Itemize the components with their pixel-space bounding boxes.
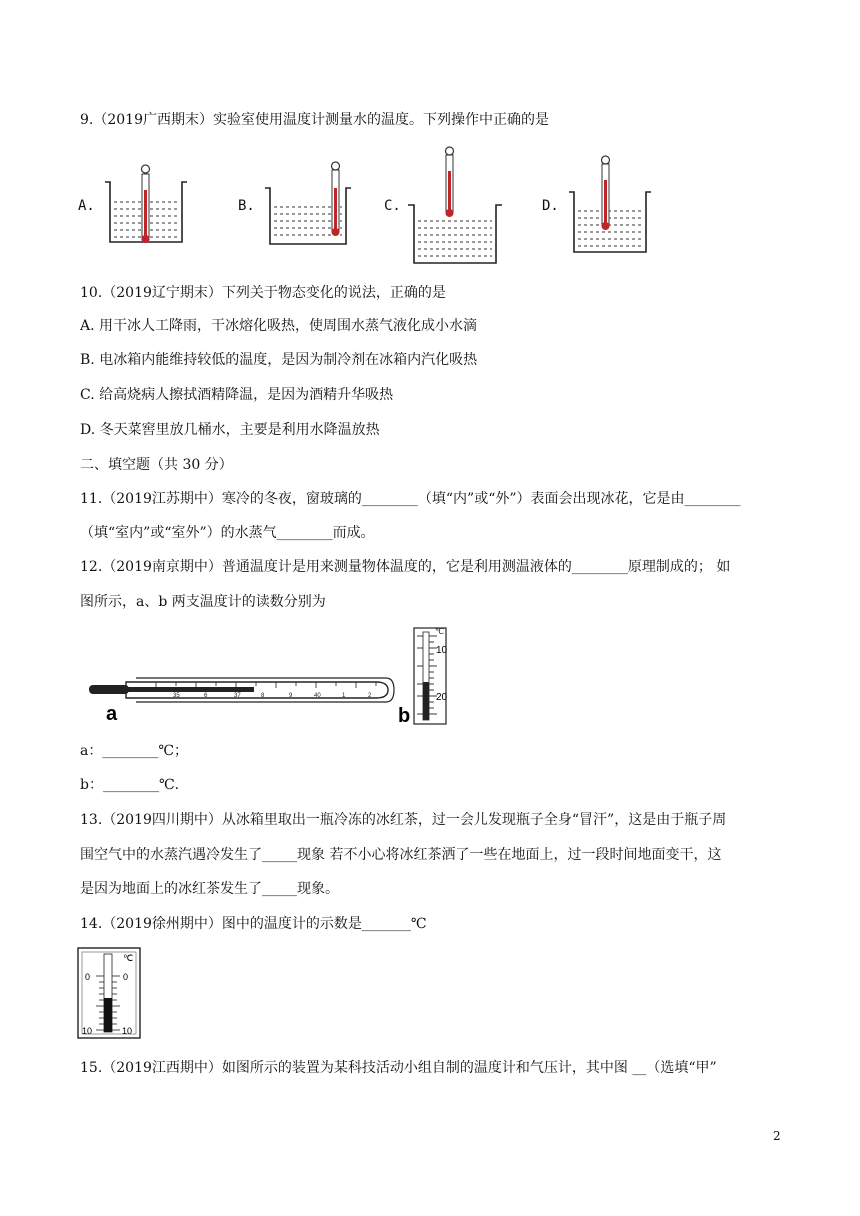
q14-unit: ℃ <box>123 953 134 963</box>
q12-a-tick-3: 37 <box>234 693 241 699</box>
q10-option-d: D. 冬天菜窖里放几桶水，主要是利用水降温放热 <box>80 422 380 438</box>
q12-a-tick-6: 40 <box>314 693 321 699</box>
q10-option-c: C. 给高烧病人擦拭酒精降温，是因为酒精升华吸热 <box>80 387 394 403</box>
q12-thermometer-b-figure <box>408 622 468 726</box>
q12-line-2: 图所示，a、b 两支温度计的读数分别为 <box>80 594 326 610</box>
q14-left-tick-10: 10 <box>82 1026 93 1036</box>
q12-label-b: b <box>398 705 411 727</box>
q12-b-tick-10: 10 <box>436 645 448 656</box>
q10-option-a: A. 用干冰人工降雨，干冰熔化吸热，使周围水蒸气液化成小水滴 <box>80 318 478 334</box>
q15-stem: 15.（2019江西期中）如图所示的装置为某科技活动小组自制的温度计和气压计，其中图 __（选填“甲” <box>80 1060 717 1076</box>
q13-line-2: 围空气中的水蒸汽遇冷发生了_____现象 若不小心将冰红茶洒了一些在地面上，过一段时间地面变干，这 <box>80 847 722 863</box>
q11-line-2: （填“室内”或“室外”）的水蒸气________而成。 <box>80 525 375 541</box>
q9-stem: 9.（2019广西期末）实验室使用温度计测量水的温度。下列操作中正确的是 <box>80 112 549 128</box>
q12-a-tick-2: 6 <box>204 693 208 699</box>
q12-a-tick-1: 35 <box>173 693 180 699</box>
q12-b-tick-20: 20 <box>436 692 448 703</box>
q9-option-c-label: C. <box>384 198 401 214</box>
q9-beaker-b-figure <box>262 160 352 250</box>
q12-line-1: 12.（2019南京期中）普通温度计是用来测量物体温度的，它是利用测温液体的________原理制成的； 如 <box>80 559 731 575</box>
q12-answer-a: a：________℃； <box>80 743 189 759</box>
q10-stem: 10.（2019辽宁期末）下列关于物态变化的说法，正确的是 <box>80 285 446 301</box>
q14-stem: 14.（2019徐州期中）图中的温度计的示数是_______℃ <box>80 916 427 932</box>
q13-line-1: 13.（2019四川期中）从冰箱里取出一瓶冷冻的冰红茶，过一会儿发现瓶子全身“冒汗”，这是由于瓶子周 <box>80 812 727 828</box>
q14-thermometer-figure <box>76 946 146 1042</box>
q14-left-tick-0: 0 <box>85 972 91 982</box>
q12-a-tick-4: 8 <box>261 693 265 699</box>
q9-beaker-a-figure <box>100 160 190 250</box>
q11-line-1: 11.（2019江苏期中）寒冷的冬夜，窗玻璃的________（填“内”或“外”）表面会出现冰花，它是由________ <box>80 491 741 507</box>
q14-right-tick-0: 0 <box>123 972 129 982</box>
q14-right-tick-10: 10 <box>122 1026 133 1036</box>
q10-option-b: B. 电冰箱内能维持较低的温度，是因为制冷剂在冰箱内汽化吸热 <box>80 352 478 368</box>
q12-answer-b: b：________℃. <box>80 777 180 793</box>
q9-beaker-d-figure <box>566 154 656 254</box>
q12-a-tick-5: 9 <box>289 693 293 699</box>
q9-option-b-label: B. <box>238 198 255 214</box>
q12-a-tick-7: 1 <box>342 693 346 699</box>
q12-label-a: a <box>106 703 118 725</box>
q13-line-3: 是因为地面上的冰红茶发生了_____现象。 <box>80 881 339 897</box>
q12-a-tick-8: 2 <box>368 693 372 699</box>
q9-beaker-c-figure <box>404 145 504 265</box>
page-number: 2 <box>773 1129 781 1143</box>
q9-option-d-label: D. <box>542 198 559 214</box>
q9-option-a-label: A. <box>78 198 95 214</box>
section-heading: 二、填空题（共 30 分） <box>80 457 233 473</box>
q12-b-unit: ℃ <box>435 627 444 636</box>
